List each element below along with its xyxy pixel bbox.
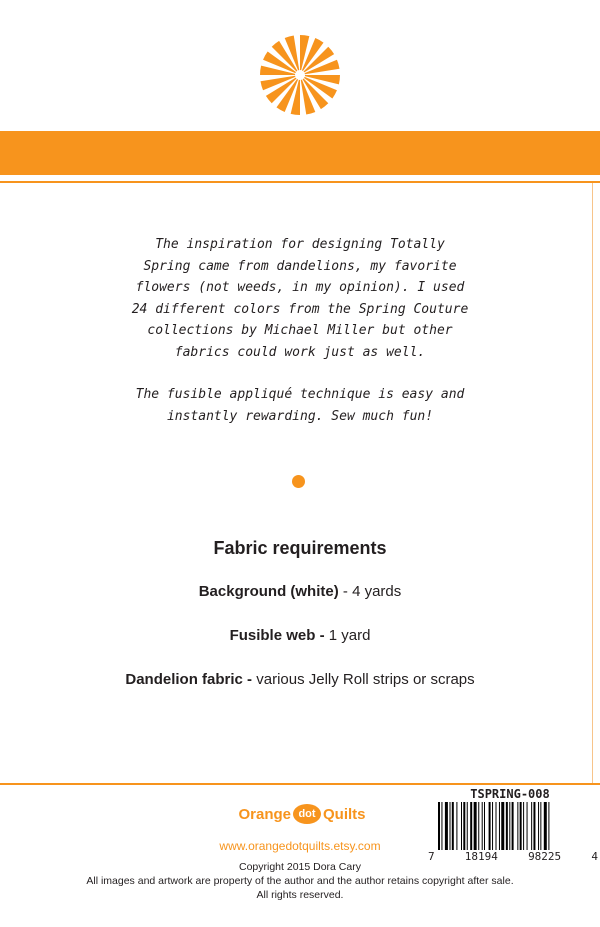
product-code: TSPRING-008 (470, 787, 550, 801)
barcode-bar (492, 802, 493, 850)
barcode-bar (474, 802, 477, 850)
brand-word-quilts: Quilts (323, 805, 366, 823)
barcode-bar (523, 802, 524, 850)
intro-line: collections by Michael Miller but other (147, 323, 453, 338)
requirement-label: Background (white) (198, 583, 339, 600)
orange-dot-divider (292, 475, 305, 488)
footer-divider (0, 783, 600, 785)
barcode-bar (540, 802, 541, 850)
copyright-block (0, 860, 600, 902)
barcode-bar (496, 802, 497, 850)
barcode-bar (482, 802, 483, 850)
barcode-bar (517, 802, 518, 850)
barcode-bar (499, 802, 500, 850)
intro-line: 24 different colors from the Spring Couture (131, 301, 469, 317)
barcode-bar (461, 802, 462, 850)
barcode-bar (509, 802, 510, 850)
intro-line: The inspiration for designing Totally (155, 237, 445, 252)
barcode-bar (456, 802, 457, 850)
header-divider (0, 181, 600, 183)
barcode-bar (527, 802, 528, 850)
barcode-bar (467, 802, 468, 850)
barcode-number (428, 850, 598, 863)
requirement-fusible-web (0, 627, 600, 644)
barcode-bar (501, 802, 504, 850)
requirement-label: Fusible web - (229, 627, 325, 644)
intro-paragraph-2 (80, 384, 520, 427)
copyright-line: Copyright 2015 Dora Cary (239, 861, 361, 873)
barcode-bar (506, 802, 508, 850)
intro-line: The fusible appliqué technique is easy and (135, 387, 465, 402)
barcode-bar (463, 802, 465, 850)
brand-word-orange: Orange (238, 805, 291, 823)
requirement-label: Dandelion fabric - (125, 671, 253, 688)
barcode-digit-group: 7 (428, 850, 435, 863)
barcode-bar (533, 802, 535, 850)
intro-line: instantly rewarding. Sew much fun! (166, 408, 434, 424)
right-border-line (592, 183, 593, 783)
shop-url: www.orangedotquilts.etsy.com (219, 839, 381, 853)
intro-line: flowers (not weeds, in my opinion). I used (135, 280, 465, 295)
reserved-line: All rights reserved. (256, 889, 344, 901)
header-band (0, 131, 600, 175)
barcode-bar (512, 802, 514, 850)
barcode-bar (544, 802, 547, 850)
barcode-bar (452, 802, 454, 850)
brand-logo (222, 801, 382, 827)
barcode-bar (538, 802, 539, 850)
requirement-value: various Jelly Roll strips or scraps (252, 671, 475, 688)
barcode-digit-group: 98225 (528, 850, 562, 863)
barcode-bar (520, 802, 522, 850)
barcode-bar (438, 802, 440, 850)
brand-dot-icon: dot (293, 804, 321, 824)
barcode-icon (438, 802, 588, 850)
intro-text (80, 234, 520, 448)
barcode-digit-group: 4 (591, 850, 598, 863)
sunburst-logo-icon (255, 30, 345, 120)
rights-line: All images and artwork are property of the author and the author retains copyright after sale. (86, 875, 514, 887)
intro-line: fabrics could work just as well. (174, 344, 426, 360)
barcode-bar (548, 802, 549, 850)
barcode-bar (450, 802, 451, 850)
barcode-bar (470, 802, 472, 850)
intro-line: Spring came from dandelions, my favorite (143, 258, 457, 274)
requirement-background (0, 583, 600, 600)
barcode-bar (484, 802, 485, 850)
requirements-title: Fabric requirements (213, 538, 387, 558)
intro-paragraph-1 (80, 234, 520, 363)
barcode-bar (445, 802, 448, 850)
requirement-value: 1 yard (324, 627, 371, 644)
barcode-bar (478, 802, 479, 850)
barcode-digit-group: 18194 (464, 850, 498, 863)
requirement-value: - 4 yards (338, 583, 402, 600)
requirement-dandelion-fabric (0, 671, 600, 688)
barcode-bar (531, 802, 532, 850)
barcode-bar (441, 802, 442, 850)
barcode-bar (489, 802, 491, 850)
